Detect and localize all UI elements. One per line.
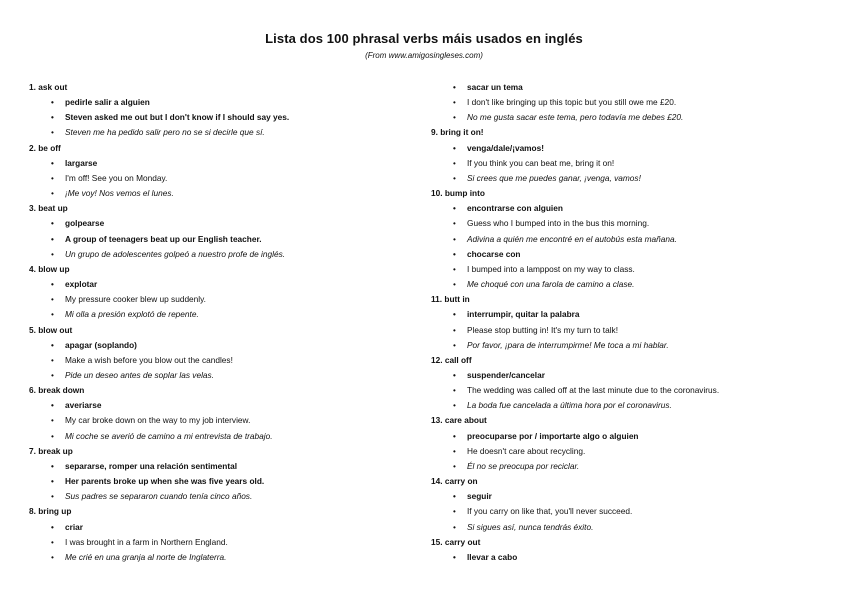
example-sentence: • Make a wish before you blow out the candles! xyxy=(29,353,419,368)
meaning-item: • separarse, romper una relación sentimental xyxy=(29,459,419,474)
spanish-translation: • ¡Me voy! Nos vemos el lunes. xyxy=(29,186,419,201)
phrasal-verb-heading: 6. break down xyxy=(29,385,85,396)
meaning-item: • llevar a cabo xyxy=(431,550,831,565)
example-sentence: • Please stop butting in! It's my turn to talk! xyxy=(431,323,831,338)
meaning-item: • largarse xyxy=(29,156,419,171)
spanish-translation: • Por favor, ¡para de interrumpirme! Me toca a mi hablar. xyxy=(431,338,831,353)
phrasal-verb-heading: 13. care about xyxy=(431,415,487,426)
meaning-item: • Her parents broke up when she was five years old. xyxy=(29,474,419,489)
example-sentence: • I was brought in a farm in Northern England. xyxy=(29,535,419,550)
spanish-translation: • Él no se preocupa por reciclar. xyxy=(431,459,831,474)
phrasal-verb-heading: 2. be off xyxy=(29,142,61,153)
meaning-item: • suspender/cancelar xyxy=(431,368,831,383)
phrasal-verb-heading: 11. butt in xyxy=(431,294,470,305)
meaning-item: • interrumpir, quitar la palabra xyxy=(431,307,831,322)
spanish-translation: • La boda fue cancelada a última hora por el coronavirus. xyxy=(431,398,831,413)
example-sentence: • If you think you can beat me, bring it on! xyxy=(431,156,831,171)
spanish-translation: • Adivina a quién me encontré en el autobús esta mañana. xyxy=(431,232,831,247)
meaning-item: • venga/dale/¡vamos! xyxy=(431,141,831,156)
spanish-translation: • Mi coche se averió de camino a mi entrevista de trabajo. xyxy=(29,429,419,444)
example-sentence: • My car broke down on the way to my job interview. xyxy=(29,413,419,428)
phrasal-verb-heading: 9. bring it on! xyxy=(431,127,484,138)
right-column xyxy=(431,80,831,565)
example-sentence: • I bumped into a lamppost on my way to class. xyxy=(431,262,831,277)
spanish-translation: • Sus padres se separaron cuando tenía cinco años. xyxy=(29,489,419,504)
spanish-translation: • Si crees que me puedes ganar, ¡venga, vamos! xyxy=(431,171,831,186)
left-column xyxy=(29,80,419,565)
phrasal-verb-heading: 5. blow out xyxy=(29,324,73,335)
spanish-translation: • Me choqué con una farola de camino a clase. xyxy=(431,277,831,292)
meaning-item: • criar xyxy=(29,520,419,535)
phrasal-verb-heading: 3. beat up xyxy=(29,203,68,214)
spanish-translation: • Pide un deseo antes de soplar las velas. xyxy=(29,368,419,383)
document-subtitle: (From www.amigosingleses.com) xyxy=(365,51,483,60)
meaning-item: • averiarse xyxy=(29,398,419,413)
meaning-item: • golpearse xyxy=(29,216,419,231)
meaning-item: • chocarse con xyxy=(431,247,831,262)
spanish-translation: • Un grupo de adolescentes golpeó a nuestro profe de inglés. xyxy=(29,247,419,262)
phrasal-verb-heading: 10. bump into xyxy=(431,188,485,199)
example-sentence: • Guess who I bumped into in the bus this morning. xyxy=(431,216,831,231)
example-sentence: • I don't like bringing up this topic but you still owe me £20. xyxy=(431,95,831,110)
phrasal-verb-heading: 4. blow up xyxy=(29,263,70,274)
spanish-translation: • No me gusta sacar este tema, pero todavía me debes £20. xyxy=(431,110,831,125)
meaning-item: • explotar xyxy=(29,277,419,292)
document-title: Lista dos 100 phrasal verbs máis usados en inglés xyxy=(265,31,583,46)
example-sentence: • The wedding was called off at the last minute due to the coronavirus. xyxy=(431,383,831,398)
phrasal-verb-heading: 14. carry on xyxy=(431,476,478,487)
meaning-item: • seguir xyxy=(431,489,831,504)
meaning-item: • sacar un tema xyxy=(431,80,831,95)
example-sentence: • I'm off! See you on Monday. xyxy=(29,171,419,186)
example-sentence: • My pressure cooker blew up suddenly. xyxy=(29,292,419,307)
meaning-item: • apagar (soplando) xyxy=(29,338,419,353)
meaning-item: • preocuparse por / importarte algo o alguien xyxy=(431,429,831,444)
meaning-item: • encontrarse con alguien xyxy=(431,201,831,216)
meaning-item: • A group of teenagers beat up our English teacher. xyxy=(29,232,419,247)
phrasal-verb-heading: 7. break up xyxy=(29,445,73,456)
spanish-translation: • Si sigues así, nunca tendrás éxito. xyxy=(431,520,831,535)
meaning-item: • Steven asked me out but I don't know if I should say yes. xyxy=(29,110,419,125)
meaning-item: • pedirle salir a alguien xyxy=(29,95,419,110)
phrasal-verb-heading: 12. call off xyxy=(431,354,472,365)
example-sentence: • If you carry on like that, you'll never succeed. xyxy=(431,504,831,519)
example-sentence: • He doesn't care about recycling. xyxy=(431,444,831,459)
phrasal-verb-heading: 15. carry out xyxy=(431,536,481,547)
spanish-translation: • Steven me ha pedido salir pero no se si decirle que sí. xyxy=(29,125,419,140)
spanish-translation: • Me crié en una granja al norte de Inglaterra. xyxy=(29,550,419,565)
spanish-translation: • Mi olla a presión explotó de repente. xyxy=(29,307,419,322)
phrasal-verb-heading: 1. ask out xyxy=(29,82,68,92)
phrasal-verb-heading: 8. bring up xyxy=(29,506,72,517)
